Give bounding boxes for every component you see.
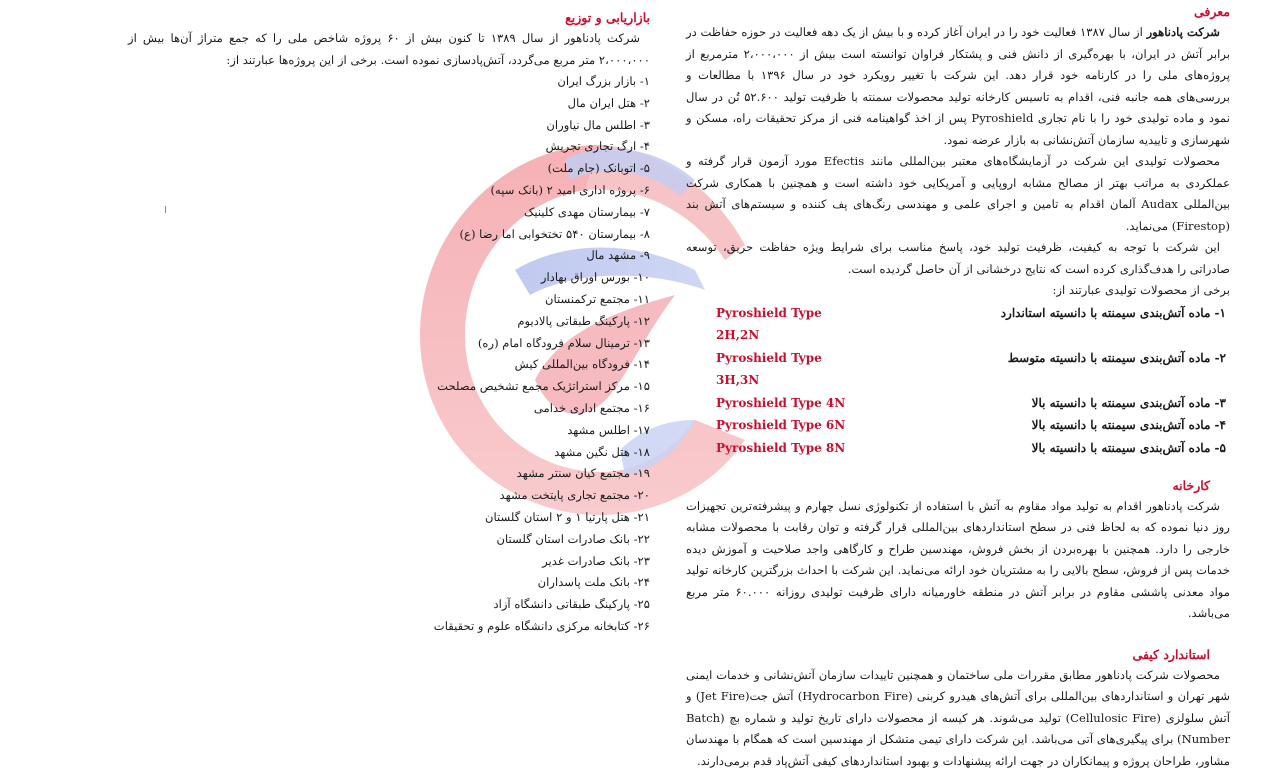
intro-paragraph-4: برخی از محصولات تولیدی عبارتند از:	[1052, 283, 1230, 297]
intro-paragraph-2: محصولات تولیدی این شرکت در آزمایشگاه‌های معتبر بین‌المللی مانند Efectis مورد آزمون قرار گرفته و عملکردی به مراتب بهتر از مصالح مشابه اروپایی و آمریکایی خود داشته است و همچنین با همکاری شرکت بین‌المللی Audax آلمان اقدام به تامین و اجرای علمی و مهندسی رنگ‌های پف کننده و سیستم‌های آتش بند (Firestop) می‌نماید.	[686, 154, 1230, 233]
product-item: ۴- ماده آتش‌بندی سیمنته با دانسیته بالا Pyroshield Type 6N	[686, 414, 1226, 437]
product-item: ۵- ماده آتش‌بندی سیمنته با دانسیته بالا Pyroshield Type 8N	[686, 437, 1226, 460]
quality-paragraph: محصولات شرکت پادناهور مطابق مقررات ملی ساختمان و همچنین تاییدات سازمان آتش‌نشانی و خدمات ایمنی شهر تهران و استانداردهای بین‌المللی برای آتش‌های هیدرو کربنی (Hydrocarbon Fire) آتش جت(Jet Fire) و آتش سلولزی (Cellulosic Fire) تولید می‌شوند. هر کیسه از محصولات دارای تاریخ تولید و شماره بچ (Batch Number) برای پیگیری‌های آتی می‌باشد. این شرکت دارای تیمی متشکل از مهندسین است که همگام با مهندسان مشاور، طراحان پروژه و پیمانکاران در جهت ارائه پیشنهادات و بهبود استانداردهای کیفی آتش‌پاد قدم برمی‌دارند.	[686, 667, 1231, 768]
product-item: ۳- ماده آتش‌بندی سیمنته با دانسیته بالا Pyroshield Type 4N	[686, 392, 1226, 415]
right-column	[686, 2, 1230, 772]
project-item: ۸- بیمارستان ۵۴۰ تختخوابی اما رضا (ع)	[459, 226, 650, 241]
project-item: ۱۰- بورس اوراق بهادار	[540, 270, 650, 285]
product-name: Pyroshield Type 4N	[716, 395, 846, 410]
intro-paragraph-3: این شرکت با توجه به کیفیت، ظرفیت تولید خود، پاسخ مناسب برای شرایط ویژه حفاظت حریق، توسعه صادراتی را هدف‌گذاری کرده است که نتایج درخشانی از آن حاصل گردیده است.	[686, 240, 1230, 276]
product-item: ۲- ماده آتش‌بندی سیمنته با دانسیته متوسط Pyroshield Type 3H,3N	[686, 347, 1226, 392]
project-item: ۳- اطلس مال نیاوران	[546, 117, 650, 132]
product-name: Pyroshield Type 2H,2N	[716, 305, 822, 343]
project-item: ۲۱- هتل پارتیا ۱ و ۲ استان گلستان	[484, 509, 650, 524]
project-item: ۹- مشهد مال	[586, 248, 650, 263]
product-name: Pyroshield Type 6N	[716, 418, 846, 433]
project-item: ۱۵- مرکز استراتژیک مجمع تشخیص مصلحت	[437, 379, 650, 394]
project-item: ۱۷- اطلس مشهد	[567, 422, 650, 437]
product-list	[686, 302, 1230, 460]
project-item: ۱۸- هتل نگین مشهد	[554, 444, 650, 459]
product-name: Pyroshield Type 8N	[716, 441, 846, 456]
product-item: ۱- ماده آتش‌بندی سیمنته با دانسیته استاندارد Pyroshield Type 2H,2N	[686, 302, 1226, 347]
product-name: Pyroshield Type 3H,3N	[716, 350, 822, 388]
project-item: ۲۴- بانک ملت پاسداران	[537, 575, 650, 590]
project-item: ۱۱- مجتمع ترکمنستان	[544, 291, 650, 306]
intro-paragraph-1: شرکت پادناهور از سال ۱۳۸۷ فعالیت خود را در ایران آغاز کرده و با بیش از یک دهه فعالیت در حوزه حفاظت در برابر آتش در ایران، با بهره‌گیری از دانش فنی و پشتکار فراوان توانسته است بیش از ۲،۰۰۰،۰۰۰ مترمربع از پروژه‌های ملی را در کارنامه خود قرار دهد. این شرکت با تغییر رویکرد خود در سال ۱۳۹۶ با مطالعات و بررسی‌های همه جانبه فنی، اقدام به تاسیس کارخانه تولید محصولات سمنته با ظرفیت تولید ۵۲.۶۰۰ تُن در سال نمود و ماده تولیدی خود را با نام تجاری Pyroshield پس از اخذ گواهینامه فنی از مرکز تحقیقات راه، مسکن و شهرسازی و تاییدیه سازمان آتش‌نشانی به بازار عرضه نمود.	[686, 25, 1230, 147]
project-item: ۱۹- مجتمع کیان سنتر مشهد	[516, 466, 650, 481]
project-item: ۲۲- بانک صادرات استان گلستان	[496, 531, 650, 546]
project-item: ۲۵- پارکینگ طبقاتی دانشگاه آزاد	[493, 597, 650, 612]
project-item: ۶- پروژه اداری امید ۲ (بانک سپه)	[490, 182, 650, 197]
quality-heading: استاندارد کیفی	[1132, 646, 1210, 662]
project-item: ۲۳- بانک صادرات غدیر	[542, 553, 650, 568]
factory-paragraph: شرکت پادناهور اقدام به تولید مواد مقاوم به آتش با استفاده از تکنولوژی نسل چهارم و پیشرفته‌ترین تجهیزات روز دنیا نموده که به لحاظ فنی در سطح استانداردهای بین‌المللی قرار گرفته و توان رقابت با محصولات مشابه خارجی را دارد. همچنین با بهره‌بردن از بخش فروش، مهندسین طراح و کارگاهی واجد صلاحیت و آموزش دیده خدمات پس از فروش، سطح بالایی را به مشتریان خود ارائه می‌نماید. این شرکت با احداث بزرگترین کارخانه تولید مواد معدنی پاششی مقاوم در برابر آتش در منطقه خاورمیانه دارای ظرفیت تولیدی روزانه ۶۰.۰۰۰ متر مربع می‌باشد.	[686, 498, 1230, 621]
company-name: شرکت پادناهور	[1146, 25, 1221, 39]
project-item: ۱۶- مجتمع اداری خدامی	[533, 400, 650, 415]
project-item: ۵- اتوبانک (جام ملت)	[547, 161, 650, 176]
marketing-paragraph: شرکت پادناهور از سال ۱۳۸۹ تا کنون بیش از ۶۰ پروژه شاخص ملی را که جمع متراژ آن‌ها بیش از ۲،۰۰۰،۰۰۰ متر مربع می‌گردد، آتش‌پادسازی نموده است. برخی از این پروژه‌ها عبارتند از:	[128, 31, 650, 67]
project-list	[128, 71, 650, 638]
intro-heading: معرفی	[1193, 4, 1230, 19]
project-item: ۷- بیمارستان مهدی کلینیک	[524, 204, 650, 219]
project-item: ۱۳- ترمینال سلام فرودگاه امام (ره)	[477, 335, 650, 350]
project-item: ۱- بازار بزرگ ایران	[557, 74, 650, 88]
marketing-heading: بازاریابی و توزیع	[565, 10, 650, 25]
left-column	[128, 8, 650, 638]
project-item: ۲۶- کتابخانه مرکزی دانشگاه علوم و تحقیقات	[433, 618, 650, 633]
project-item: ۱۴- فرودگاه بین‌المللی کیش	[514, 357, 650, 372]
project-item: ۲- هتل ایران مال	[567, 95, 650, 110]
project-item: ۲۰- مجتمع تجاری پایتخت مشهد	[499, 488, 650, 503]
factory-heading: کارخانه	[1172, 477, 1210, 493]
project-item: ۴- ارگ تجاری تجریش	[545, 139, 650, 154]
project-item: ۱۲- پارکینگ طبقاتی پالادیوم	[517, 313, 650, 328]
